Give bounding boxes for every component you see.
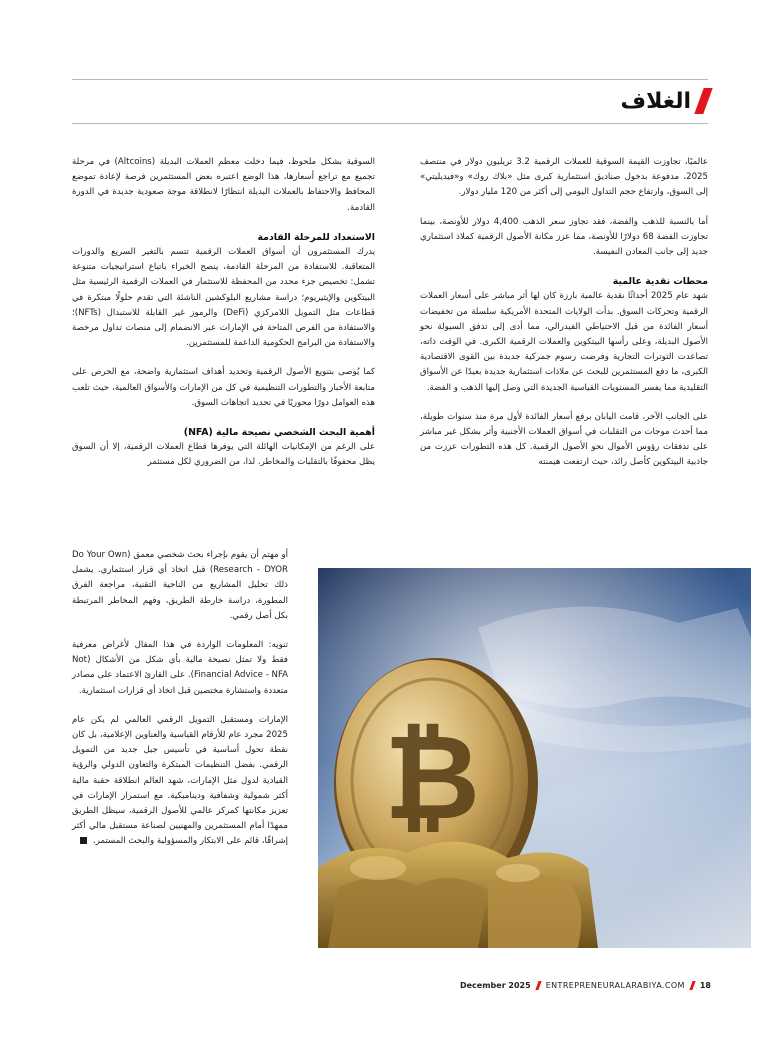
closing-text: الإمارات ومستقبل التمويل الرقمي العالمي لم يكن عام 2025 مجرد عام للأرقام القياسية والعناوين الإعلامية، بل كان نقطة تحول أساسية في تأسيس جيل جديد من التمويل الرقمي. بفضل التنظيمات المبتكرة والتعاون الدولي والرؤية القيادية لدول مثل الإمارات، شهد العالم انطلاقة حقبة مالية أكثر شمولية وشفافية وديناميكية. مع استمرار الإمارات في تعزيز مكانتها كمركز عالمي للأصول الرقمية، سيظل الطريق ممهدًا أمام المستثمرين والمهنيين لصناعة مستقبل مالي أكثر إشراقًا، قائم على الابتكار والمسؤولية والبحث المستمر. — [72, 714, 288, 847]
footer-date: December 2025 — [459, 980, 531, 990]
section-header — [621, 86, 708, 116]
paragraph: يدرك المستثمرون أن أسواق العملات الرقمية تتسم بالتغير السريع والدورات المتعاقبة. للاستفادة من المرحلة القادمة، ينصح الخبراء باتباع استراتيجيات متنوعة تشمل: تخصيص جزء محدد من المحفظة للاستثمار في العملات الرقمية الرئيسية مثل البيتكوين والإيثيريوم؛ دراسة مشاريع البلوكشين الناشئة التي تقدم حلولًا مبتكرة في قطاعات مثل التمويل اللامركزي (DeFi) والرموز غير القابلة للاستبدال (NFTs)؛ والاستفادة من الفرص المتاحة في الإمارات عبر الانضمام إلى منصات تداول مرخصة والاستفادة من البرامج الحكومية الداعمة للمستثمرين. — [72, 247, 376, 349]
paragraph: عالميًا، تجاوزت القيمة السوقية للعملات الرقمية 3.2 تريليون دولار في منتصف 2025، مدفوعة بدخول صناديق استثمارية كبرى مثل «بلاك روك» و«فيديليتي» إلى السوق، وارتفاع حجم التداول اليومي إلى أكثر من 120 مليار دولار. — [420, 157, 709, 198]
left-column — [72, 155, 375, 485]
closing-paragraph — [72, 713, 288, 850]
bitcoin-symbol: ₿ — [383, 708, 481, 846]
header-rule-top — [72, 79, 708, 80]
paragraph: أما بالنسبة للذهب والفضة، فقد تجاوز سعر الذهب 4,400 دولار للأونصة، بينما تجاوزت الفضة 68 دولارًا للأونصة، مما عزز مكانة الأصول الرقمية كملاذ استثماري جديد إلى جانب المعادن النفيسة. — [420, 216, 708, 258]
footer-slash — [689, 981, 695, 990]
page-number: 18 — [699, 980, 711, 990]
right-column — [420, 155, 708, 485]
left-narrow-column — [72, 548, 288, 864]
bitcoin-photo — [318, 568, 751, 948]
paragraph: شهد عام 2025 أحداثًا نقدية عالمية بارزة كان لها أثر مباشر على أسعار العملات الرقمية وتحركات السوق. بدأت الولايات المتحدة الأمريكية سلسلة من تخفيضات أسعار الفائدة من قبل الاحتياطي الفيدرالي، مما أدى إلى تدفق السيولة نحو الأصول البديلة، وعلى رأسها البيتكوين والعملات الرقمية الكبرى. في الوقت ذاته، تصاعدت التوترات التجارية وفرضت رسوم جمركية جديدة بين القوى الاقتصادية الكبرى، ما دفع المستثمرين للبحث عن ملاذات استثمارية جديدة بعيدًا عن الأسواق التقليدية مما يفسر المستويات القياسية الجديدة التي وصل إليها الذهب و الفضة. — [420, 291, 708, 393]
end-mark — [80, 837, 87, 844]
disclaimer-paragraph: تنويه: المعلومات الواردة في هذا المقال لأغراض معرفية فقط ولا تمثل نصيحة مالية بأي شكل من الأشكال (Not Financial Advice - NFA). على القارئ الاعتماد على مصادر متعددة واستشارة مختصين قبل اتخاذ أي قرارات استثمارية. — [72, 640, 288, 696]
section-title: الغلاف — [620, 88, 691, 114]
subheading: الاستعداد للمرحلة القادمة — [257, 231, 375, 243]
footer-slash — [535, 981, 541, 990]
paragraph: كما يُوصى بتنويع الأصول الرقمية وتحديد أهداف استثمارية واضحة، مع الحرص على متابعة الأخبار والتطورات التنظيمية في كل من الإمارات والأسواق العالمية، حيث تلعب هذه العوامل دورًا محوريًا في تحديد اتجاهات السوق. — [72, 367, 375, 408]
page-footer — [460, 978, 711, 992]
paragraph: أو مهتم أن يقوم بإجراء بحث شخصي معمق (Do Your Own Research - DYOR) قبل اتخاذ أي قرار استثماري. يشمل ذلك تحليل المشاريع من الناحية التقنية، مراجعة الفرق المطورة، دراسة خارطة الطريق، وفهم المخاطر المرتبطة بكل أصل رقمي. — [72, 550, 288, 621]
bitcoin-illustration — [318, 568, 751, 948]
subheading: أهمية البحث الشخصي نصيحة مالية (NFA) — [183, 427, 375, 439]
subheading: محطات نقدية عالمية — [612, 276, 708, 288]
gold-nuggets — [318, 842, 598, 948]
paragraph: على الجانب الآخر، قامت اليابان برفع أسعار الفائدة لأول مرة منذ سنوات طويلة، مما أحدث موجات من التقلبات في أسواق العملات الأجنبية وأثر بشكل غير مباشر على تدفقات رؤوس الأموال نحو الأصول الرقمية. كل هذه التطورات عززت من جاذبية البيتكوين كأصل رائد، حيث ارتفعت هيمنته — [420, 411, 708, 468]
paragraph: السوقية بشكل ملحوظ، فيما دخلت معظم العملات البديلة (Altcoins) في مرحلة تجميع مع تراجع أسعارها، هذا الوضع اعتبره بعض المستثمرين فرصة لإعادة تموضع المحافظ والاحتفاظ بالعملات البديلة انتظارًا لانطلاقة موجة صعودية جديدة في الدورة القادمة. — [72, 157, 375, 213]
red-slash-mark — [694, 88, 712, 114]
footer-website: ENTREPRENEURALARABIYA.COM — [545, 980, 685, 990]
header-rule-bottom — [72, 123, 708, 124]
paragraph: على الرغم من الإمكانيات الهائلة التي يوفرها قطاع العملات الرقمية، إلا أن السوق يظل محفوفًا بالتقلبات والمخاطر. لذا، من الضروري لكل مستثمر — [72, 442, 375, 468]
